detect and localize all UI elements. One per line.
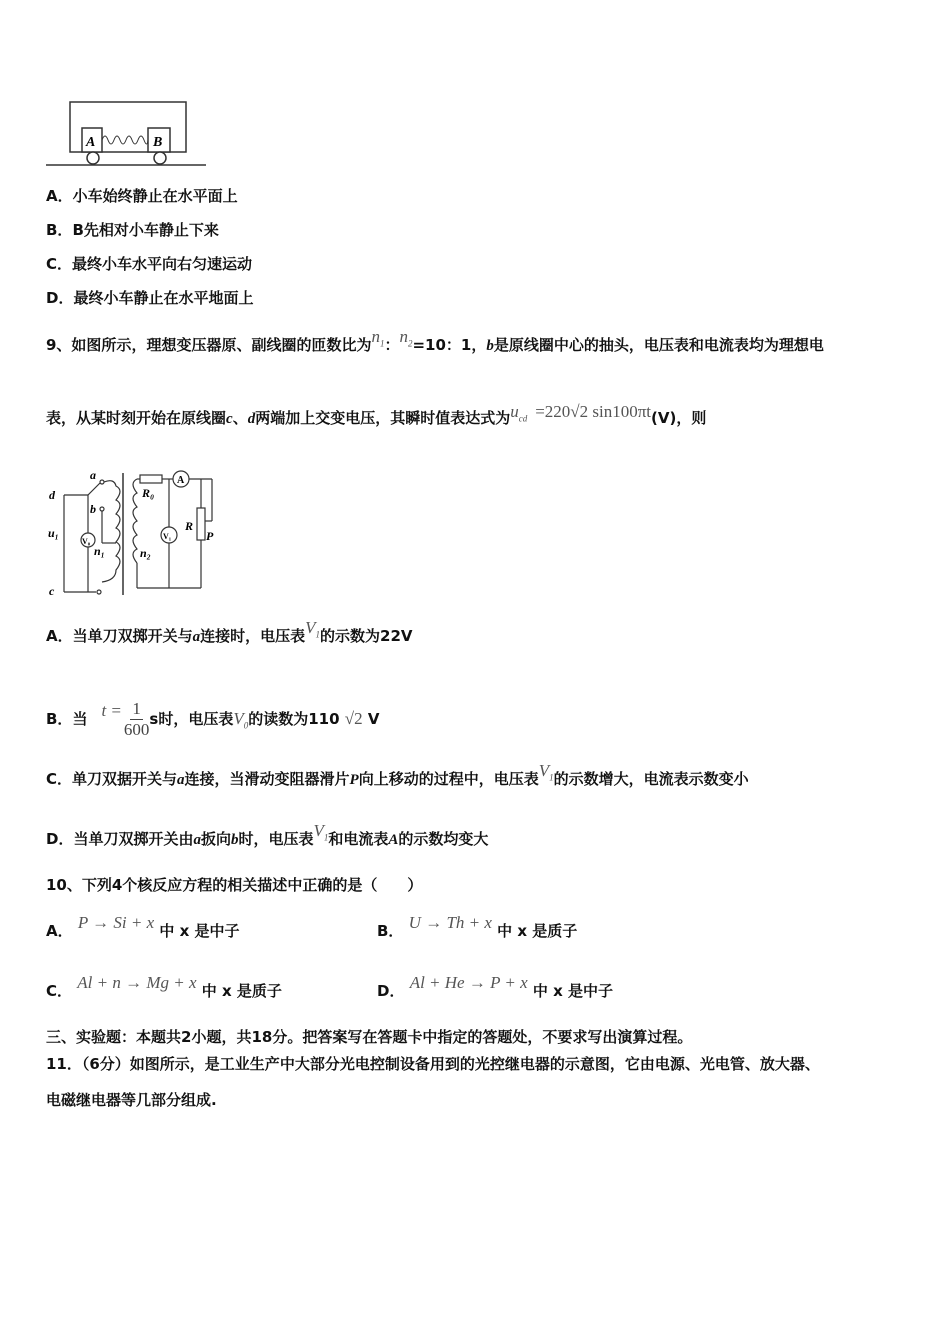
u-var: u: [510, 402, 519, 421]
t: 的读数为110: [248, 710, 340, 728]
option-letter: B．: [46, 221, 73, 239]
v-var: V: [538, 761, 550, 780]
option-letter: A．: [46, 922, 73, 940]
transformer-circuit-diagram: [44, 465, 224, 600]
option-text: 最终小车水平向右匀速运动: [72, 255, 253, 273]
v-var: V: [233, 709, 244, 728]
v-var: V: [305, 618, 316, 637]
block-a-label: A: [86, 135, 96, 150]
label-r: R: [185, 519, 194, 533]
ratio: =10：1，: [412, 336, 487, 354]
t: 的示数均变大: [398, 830, 489, 848]
q9-option-a[interactable]: [46, 618, 413, 652]
sqrt2: √2: [344, 709, 363, 728]
colon: ：: [384, 336, 400, 354]
label-ammeter: A: [177, 475, 185, 486]
sep: 、: [232, 409, 248, 427]
q9-stem-line2: [46, 402, 707, 434]
q10-option-c[interactable]: [46, 973, 282, 1005]
q9-option-b[interactable]: [46, 699, 379, 740]
q11-line2: 电磁继电器等几部分组成.: [46, 1091, 217, 1109]
option-text: 小车始终静止在水平面上: [72, 187, 238, 205]
a-ammeter: A: [388, 832, 399, 848]
option-text: 最终小车静止在水平地面上: [73, 289, 254, 307]
v-var: V: [313, 821, 324, 840]
t: 单刀双据开关与: [72, 770, 178, 788]
n1: n: [371, 327, 380, 346]
label-u1: u₁: [48, 526, 59, 540]
voltage-formula: =220√2 sin100πt: [535, 402, 652, 421]
stem-text: 9、如图所示，理想变压器原、副线圈的匝数比为: [46, 336, 372, 354]
nuclear-equation: Al + n → Mg + x: [77, 973, 197, 992]
label-n2: n₂: [140, 546, 151, 560]
label-r0: R₀: [142, 486, 155, 500]
label-c: c: [49, 584, 55, 598]
b-var: b: [486, 338, 494, 354]
t: 的示数为22V: [320, 627, 413, 645]
v-sub: 1: [315, 629, 321, 640]
section-3-heading: 三、实验题：本题共2小题，共18分。把答案写在答题卡中指定的答题处，不要求写出演算过程。: [46, 1028, 693, 1046]
n2: n: [399, 327, 408, 346]
nuclear-equation: Al + He → P + x: [409, 973, 528, 992]
fraction: [124, 699, 150, 740]
option-letter: D．: [377, 982, 405, 1000]
option-text: B先相对小车静止下来: [72, 221, 219, 239]
option-letter: A．: [46, 627, 73, 645]
option-letter: D．: [46, 830, 74, 848]
option-text: 中 x 是质子: [201, 982, 282, 1000]
label-b: b: [90, 502, 96, 516]
denominator: 600: [123, 720, 150, 739]
d-var: d: [247, 411, 256, 427]
v-sub: 0: [243, 720, 249, 731]
option-text: 中 x 是中子: [159, 922, 240, 940]
q8-option-d[interactable]: [46, 288, 253, 308]
option-letter: B．: [46, 710, 73, 728]
t: 当: [72, 710, 88, 728]
option-letter: D．: [46, 289, 74, 307]
q11-line1: 11．（6分）如图所示，是工业生产中大部分光电控制设备用到的光控继电器的示意图，它由电源、光电管、放大器、: [46, 1055, 820, 1073]
option-letter: C．: [46, 255, 73, 273]
v-sub: 1: [323, 832, 329, 843]
nuclear-equation: U → Th + x: [408, 913, 492, 932]
q8-option-c[interactable]: [46, 254, 252, 274]
n1-sub: 1: [379, 338, 385, 349]
n2-sub: 2: [407, 338, 413, 349]
numerator: 1: [132, 699, 141, 718]
label-v0: V₀: [82, 537, 91, 546]
a-var: a: [193, 832, 201, 848]
c-var: c: [226, 411, 233, 427]
option-letter: C．: [46, 770, 73, 788]
stem-text: 表，从某时刻开始在原线圈: [46, 409, 227, 427]
label-a: a: [90, 468, 96, 482]
label-n1: n₁: [94, 544, 105, 558]
t: 连接，当滑动变阻器滑片: [184, 770, 350, 788]
q9-stem-line1: [46, 327, 824, 361]
q9-option-c[interactable]: [46, 761, 749, 795]
block-b-label: B: [153, 135, 163, 150]
q10-stem: 10、下列4个核反应方程的相关描述中正确的是（ ）: [46, 876, 423, 894]
b-var: b: [230, 832, 239, 848]
t: 当单刀双掷开关与: [72, 627, 193, 645]
cart-spring-figure: [44, 98, 209, 170]
v-sub: 1: [549, 772, 554, 783]
q10-option-d[interactable]: [377, 973, 614, 1005]
t: 时，电压表: [238, 830, 314, 848]
u-sub: cd: [518, 413, 528, 424]
t: 扳向: [200, 830, 231, 848]
p-var: P: [349, 772, 359, 788]
stem-text: 是原线圈中心的抽头，电压表和电流表均为理想电: [493, 336, 824, 354]
a-var: a: [177, 772, 185, 788]
q8-option-a[interactable]: [46, 186, 238, 206]
option-letter: A．: [46, 187, 73, 205]
t: 的示数增大，电流表示数变小: [553, 770, 749, 788]
q10-option-a[interactable]: [46, 913, 240, 945]
t-var: t =: [101, 701, 122, 720]
option-letter: C．: [46, 982, 73, 1000]
label-p: P: [206, 529, 214, 543]
q8-option-b[interactable]: [46, 220, 219, 240]
stem-text: 两端加上交变电压，其瞬时值表达式为: [255, 409, 511, 427]
option-text: 中 x 是中子: [532, 982, 614, 1000]
option-text: 中 x 是质子: [497, 922, 578, 940]
label-v1: V₁: [163, 532, 172, 541]
t: 当单刀双掷开关由: [73, 830, 194, 848]
nuclear-equation: P → Si + x: [77, 913, 155, 932]
option-letter: B．: [377, 922, 404, 940]
t: 和电流表: [328, 830, 389, 848]
t: s时，电压表: [149, 710, 234, 728]
t: 向上移动的过程中，电压表: [358, 770, 539, 788]
q9-option-d[interactable]: [46, 821, 489, 855]
a-var: a: [192, 629, 201, 645]
q10-option-b[interactable]: [377, 913, 578, 945]
stem-text: (V)，则: [651, 409, 707, 427]
t: 连接时，电压表: [200, 627, 306, 645]
t: V: [367, 710, 380, 728]
label-d: d: [49, 488, 55, 502]
